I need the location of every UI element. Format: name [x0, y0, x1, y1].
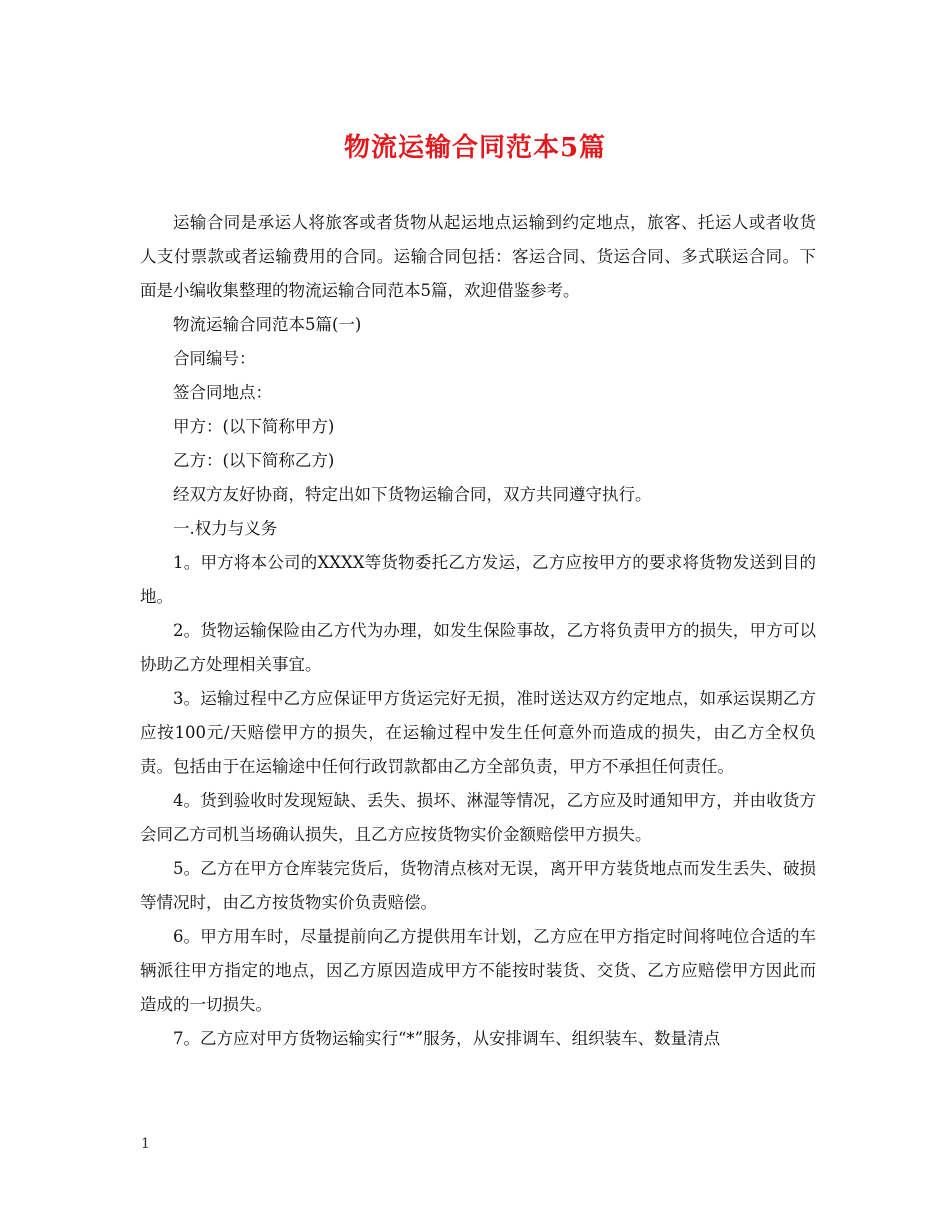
document-body: [140, 206, 816, 1056]
paragraph-intro: 运输合同是承运人将旅客或者货物从起运地点运输到约定地点，旅客、托运人或者收货人支付票款或者运输费用的合同。运输合同包括：客运合同、货运合同、多式联运合同。下面是小编收集整理的物流运输合同范本5篇，欢迎借鉴参考。: [140, 213, 816, 300]
paragraph-party-a: 甲方：(以下简称甲方): [173, 417, 335, 436]
paragraph-party-b: 乙方：(以下简称乙方): [173, 451, 335, 470]
paragraph-clause-6: 6。甲方用车时，尽量提前向乙方提供用车计划，乙方应在甲方指定时间将吨位合适的车辆派往甲方指定的地点，因乙方原因造成甲方不能按时装货、交货、乙方应赔偿甲方因此而造成的一切损失。: [140, 927, 816, 1014]
paragraph-clause-5: 5。乙方在甲方仓库装完货后，货物清点核对无误，离开甲方装货地点而发生丢失、破损等情况时，由乙方按货物实价负责赔偿。: [140, 859, 816, 912]
paragraph-contract-heading: 物流运输合同范本5篇(一): [173, 315, 362, 334]
document-title: 物流运输合同范本5篇: [343, 133, 607, 163]
paragraph-clause-2: 2。货物运输保险由乙方代为办理，如发生保险事故，乙方将负责甲方的损失，甲方可以协助乙方处理相关事宜。: [140, 621, 816, 674]
paragraph-section-heading: 一.权力与义务: [173, 519, 278, 538]
paragraph-contract-number: 合同编号：: [173, 349, 256, 368]
paragraph-clause-3: 3。运输过程中乙方应保证甲方货运完好无损，准时送达双方约定地点，如承运误期乙方应按100元/天赔偿甲方的损失，在运输过程中发生任何意外而造成的损失，由乙方全权负责。包括由于在运输途中任何行政罚款都由乙方全部负责，甲方不承担任何责任。: [140, 689, 816, 776]
paragraph-clause-4: 4。货到验收时发现短缺、丢失、损坏、淋湿等情况，乙方应及时通知甲方，并由收货方会同乙方司机当场确认损失，且乙方应按货物实价金额赔偿甲方损失。: [140, 791, 816, 844]
paragraph-clause-7: 7。乙方应对甲方货物运输实行“*”服务，从安排调车、组织装车、数量清点: [173, 1029, 721, 1048]
paragraph-agreement: 经双方友好协商，特定出如下货物运输合同，双方共同遵守执行。: [173, 485, 652, 504]
page-number: 1: [141, 1136, 150, 1152]
paragraph-signing-place: 签合同地点：: [173, 383, 272, 402]
paragraph-clause-1: 1。甲方将本公司的XXXX等货物委托乙方发运，乙方应按甲方的要求将货物发送到目的地。: [140, 553, 816, 606]
